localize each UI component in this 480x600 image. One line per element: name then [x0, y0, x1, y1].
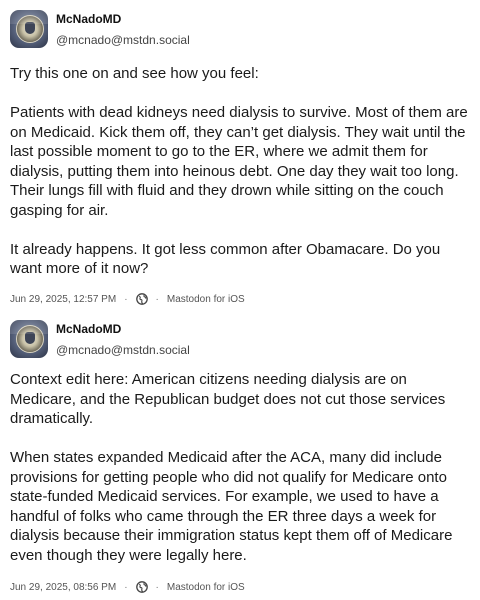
- client-app-name: Mastodon for iOS: [166, 293, 245, 305]
- separator: ·: [124, 581, 128, 593]
- separator: ·: [124, 293, 128, 305]
- post-timestamp[interactable]: Jun 29, 2025, 12:57 PM: [10, 293, 117, 305]
- post-paragraph: Patients with dead kidneys need dialysis to survive. Most of them are on Medicaid. Kick them off, they can’t get dialysis. They wait until the last possible moment to go to the ER, where we admit them for dialysis, putting them into heinous debt. One day they wait too long. Their lungs fill with fluid and they drown while sitting on the couch gasping for air.: [10, 104, 468, 219]
- post-paragraph: It already happens. It got less common after Obamacare. Do you want more of it now?: [10, 240, 441, 277]
- post-content: [10, 370, 472, 565]
- globe-icon: [136, 293, 148, 305]
- post-paragraph: When states expanded Medicaid after the ACA, many did include provisions for getting people who did not qualify for Medicare onto state-funded Medicaid services. For example, we used to have a handful of folks who came through the ER three days a week for dialysis because their immigration status kept them off of Medicare even though they were legally here.: [10, 449, 453, 564]
- avatar[interactable]: [10, 10, 48, 48]
- account-handle[interactable]: @mcnado@mstdn.social: [56, 343, 190, 357]
- post-meta: [10, 581, 245, 593]
- post-paragraph: Try this one on and see how you feel:: [10, 65, 259, 82]
- post-meta: [10, 293, 245, 305]
- account-handle[interactable]: @mcnado@mstdn.social: [56, 33, 190, 47]
- post-paragraph: Context edit here: American citizens needing dialysis are on Medicare, and the Republican budget does not cut those services dramatically.: [10, 371, 446, 427]
- globe-icon: [136, 581, 148, 593]
- avatar[interactable]: [10, 320, 48, 358]
- post-timestamp[interactable]: Jun 29, 2025, 08:56 PM: [10, 581, 117, 593]
- client-app-name: Mastodon for iOS: [166, 581, 245, 593]
- separator: ·: [155, 293, 159, 305]
- separator: ·: [155, 581, 159, 593]
- display-name[interactable]: McNadoMD: [56, 322, 122, 336]
- display-name[interactable]: McNadoMD: [56, 12, 122, 26]
- post-content: [10, 64, 472, 279]
